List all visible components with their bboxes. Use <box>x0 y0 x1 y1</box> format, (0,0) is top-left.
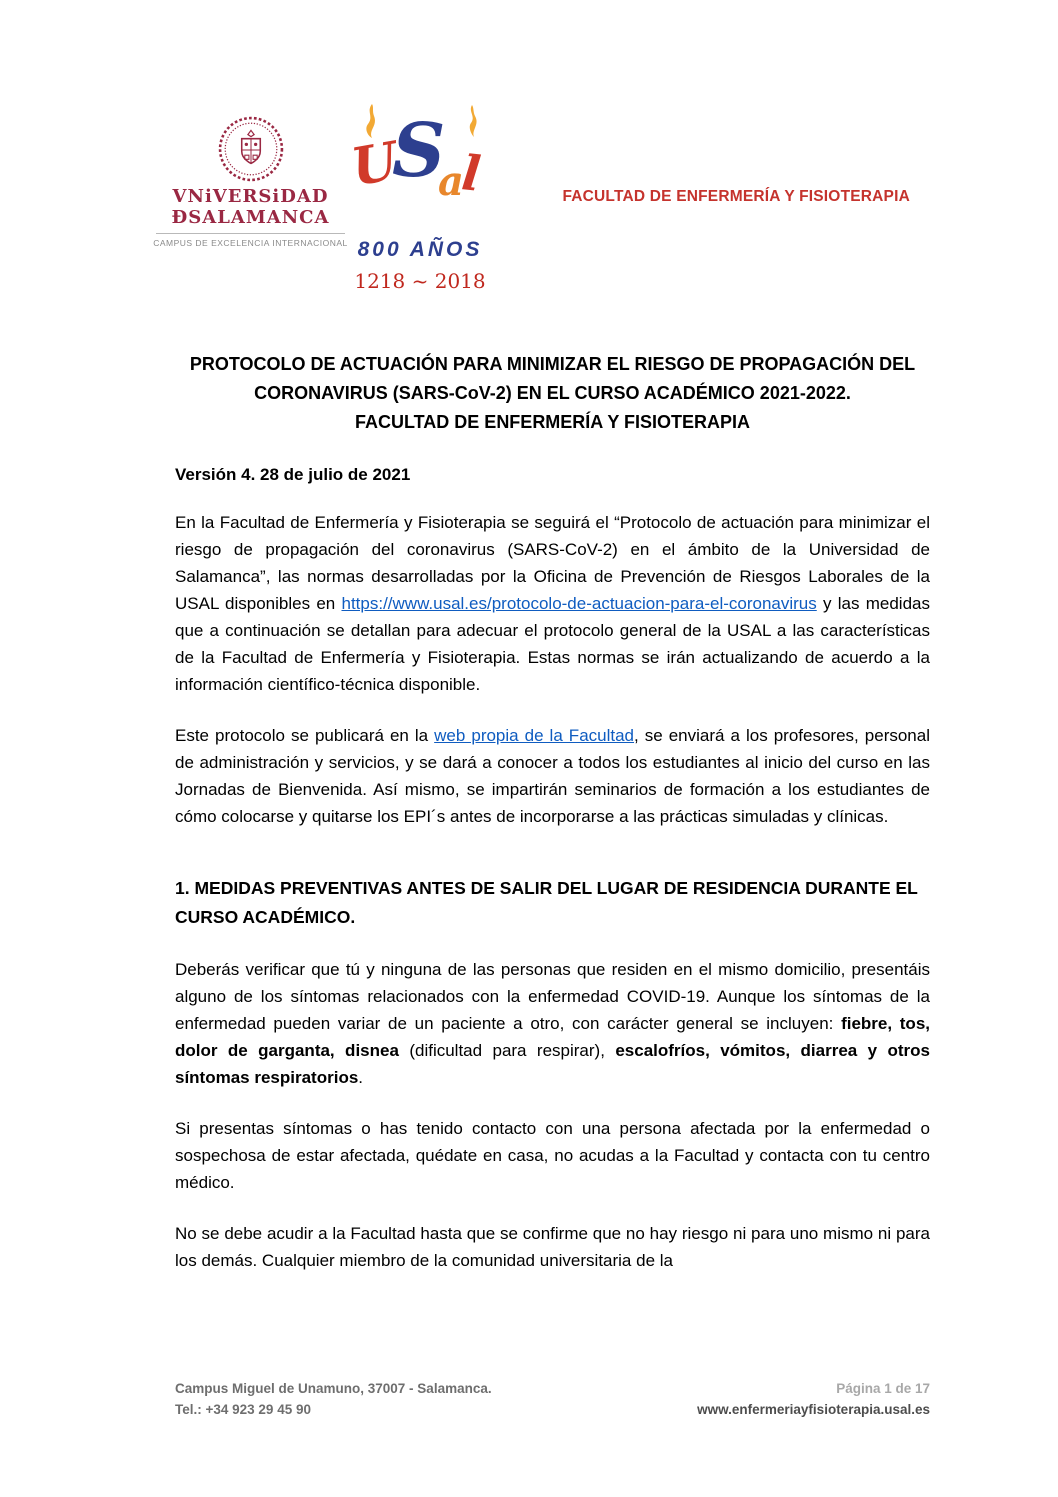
university-seal-icon <box>148 116 353 186</box>
symptoms-bold-2: escalofríos, vómitos, diarrea y otros síntomas respiratorios <box>175 1041 930 1087</box>
title-line-2: CORONAVIRUS (SARS-CoV-2) EN EL CURSO ACADÉMICO 2021-2022. <box>254 383 851 403</box>
usal-letter-s: S <box>392 108 446 194</box>
paragraph-text: y las medidas que a continuación se detallan para adecuar el protocolo general de la USAL a las características de la Facultad de Enfermería y Fisioterapia. Estas normas se irán actualizando de acuerdo a la información científico-técnica disponible. <box>175 594 930 694</box>
university-wordmark-line1: VNiVERSiDAD <box>172 186 329 207</box>
footer-website: www.enfermeriayfisioterapia.usal.es <box>697 1402 930 1417</box>
faculty-name-header: FACULTAD DE ENFERMERÍA Y FISIOTERAPIA <box>562 188 910 205</box>
paragraph-symptoms <box>175 956 930 1091</box>
paragraph-stay-home: Si presentas síntomas o has tenido contacto con una persona afectada por la enfermedad o sospechosa de estar afectada, quédate en casa, no acudas a la Facultad y contacta con tu centro médico. <box>175 1119 930 1192</box>
paragraph-text: . <box>358 1068 364 1087</box>
university-logo <box>148 116 353 248</box>
footer-phone: Tel.: +34 923 29 45 90 <box>175 1402 311 1417</box>
faculty-web-link[interactable]: web propia de la Facultad <box>434 726 635 745</box>
usal-800-art-icon <box>347 106 490 238</box>
paragraph-publication <box>175 722 930 830</box>
paragraph-text: En la Facultad de Enfermería y Fisioterapia se seguirá el “Protocolo de actuación para minimizar el riesgo de propagación del coronavirus (SARS-CoV-2) en el ámbito de la Universidad de Salamanca”, las normas desarrolladas por la Oficina de Prevención de Riesgos Laborales de la USAL disponibles en <box>175 513 930 613</box>
paragraph-text: (dificultad para respirar), <box>398 1041 616 1060</box>
page-footer <box>175 1378 930 1420</box>
footer-meta <box>697 1378 930 1420</box>
paragraph-text: , se enviará a los profesores, personal de administración y servicios, y se dará a conocer a todos los estudiantes al inicio del curso en las Jornadas de Bienvenida. Así mismo, se impartirán seminarios de formación a los estudiantes de cómo colocarse y quitarse los EPI´s antes de incorporarse a las prácticas simuladas y clínicas. <box>175 726 930 826</box>
usal-protocol-url-link[interactable]: https://www.usal.es/protocolo-de-actuacion-para-el-coronavirus <box>341 594 817 613</box>
usal-letter-l: l <box>459 145 484 203</box>
anniversary-800-label: 800 AÑOS <box>357 238 483 261</box>
paragraph-protocol-intro <box>175 509 930 698</box>
usal-letter-u: U <box>347 130 403 199</box>
anniversary-logo <box>347 106 490 293</box>
paragraph-text: Deberás verificar que tú y ninguna de las personas que residen en el mismo domicilio, presentáis alguno de los síntomas relacionados con la enfermedad COVID-19. Aunque los síntomas de la enfermedad pueden variar de un paciente a otro, con carácter general se incluyen: <box>175 960 930 1033</box>
campus-excellence-label: CAMPUS DE EXCELENCIA INTERNACIONAL <box>153 238 348 248</box>
university-wordmark-line2: ĐSALAMANCA <box>171 207 330 228</box>
symptoms-bold-1: fiebre, tos, dolor de garganta, disnea <box>175 1014 930 1060</box>
document-title <box>175 350 930 437</box>
page-number-indicator: Página 1 de 17 <box>836 1381 930 1396</box>
title-line-3: FACULTAD DE ENFERMERÍA Y FISIOTERAPIA <box>354 412 751 432</box>
logo-divider <box>156 233 345 234</box>
flame-icon <box>462 104 484 140</box>
paragraph-text: Este protocolo se publicará en la <box>175 726 435 745</box>
usal-letter-a: a <box>438 158 464 205</box>
document-body <box>175 350 930 1274</box>
anniversary-years-label: 1218 ~ 2018 <box>354 269 486 293</box>
title-line-1: PROTOCOLO DE ACTUACIÓN PARA MINIMIZAR EL RIESGO DE PROPAGACIÓN DEL <box>189 354 916 374</box>
section-1-heading: 1. MEDIDAS PREVENTIVAS ANTES DE SALIR DEL LUGAR DE RESIDENCIA DURANTE EL CURSO ACADÉMICO. <box>175 878 918 927</box>
version-line: Versión 4. 28 de julio de 2021 <box>175 465 411 484</box>
paragraph-no-risk: No se debe acudir a la Facultad hasta que se confirme que no hay riesgo ni para uno mismo ni para los demás. Cualquier miembro de la comunidad universitaria de la <box>175 1224 930 1270</box>
footer-address: Campus Miguel de Unamuno, 37007 - Salamanca. <box>175 1381 492 1396</box>
footer-contact <box>175 1378 492 1420</box>
